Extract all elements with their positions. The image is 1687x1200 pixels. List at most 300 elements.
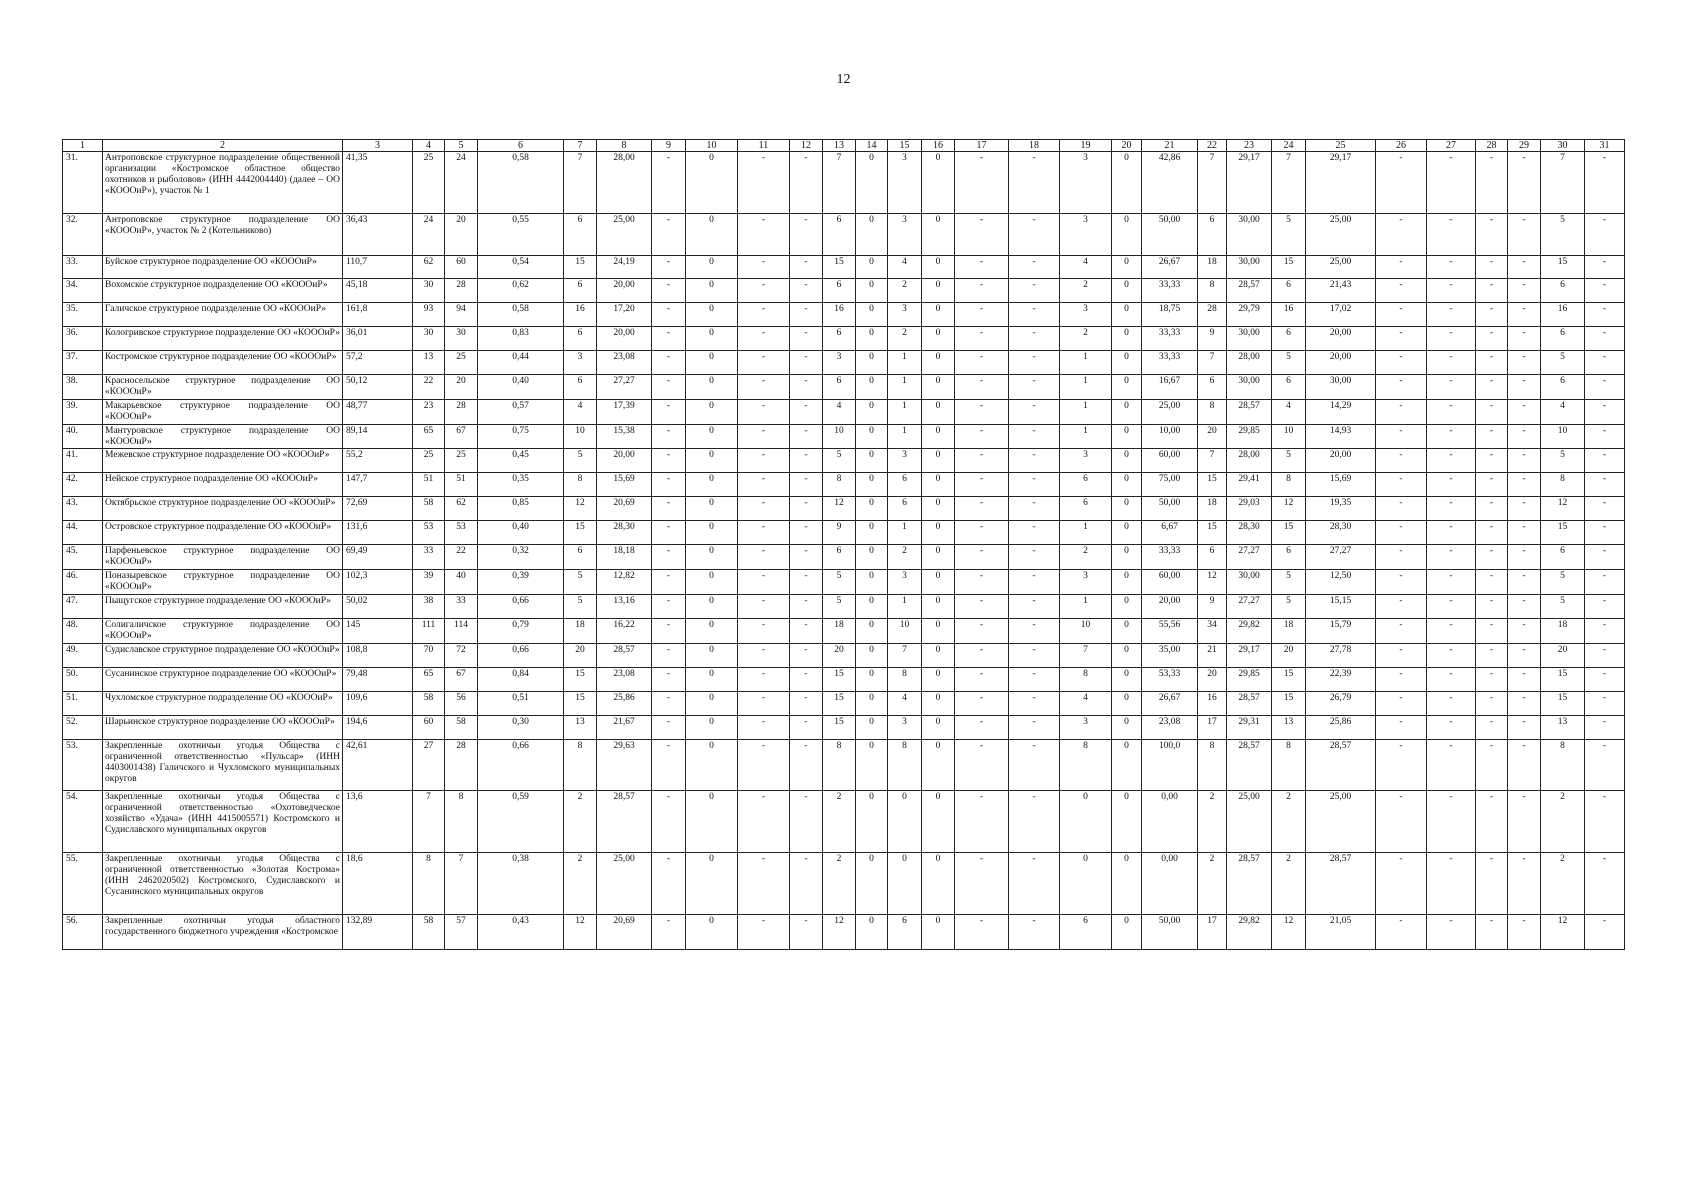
- value-cell: 0: [1112, 790, 1142, 852]
- table-row: [63, 691, 1625, 715]
- value-cell: -: [1009, 739, 1060, 790]
- value-cell: 2: [1272, 852, 1306, 914]
- value-cell: -: [1585, 790, 1625, 852]
- value-cell: 0: [856, 399, 888, 424]
- value-cell: 0: [686, 256, 738, 279]
- value-cell: 0: [1060, 790, 1112, 852]
- value-cell: 6: [1060, 497, 1112, 521]
- value-cell: 1: [888, 351, 922, 375]
- value-cell: -: [652, 667, 686, 691]
- value-cell: 0: [686, 521, 738, 545]
- value-cell: -: [1427, 424, 1476, 449]
- value-cell: -: [652, 914, 686, 949]
- column-number-cell: 25: [1306, 140, 1376, 152]
- value-cell: -: [1476, 545, 1508, 570]
- value-cell: 24,19: [597, 256, 652, 279]
- value-cell: -: [790, 399, 823, 424]
- value-cell: 0: [922, 570, 955, 595]
- value-cell: 20: [1198, 424, 1227, 449]
- value-cell: -: [955, 279, 1009, 303]
- value-cell: 0,62: [478, 279, 564, 303]
- value-cell: 28,57: [1227, 279, 1272, 303]
- value-cell: 147,7: [343, 473, 413, 497]
- value-cell: 60: [445, 256, 478, 279]
- value-cell: -: [790, 327, 823, 351]
- value-cell: 51: [445, 473, 478, 497]
- value-cell: -: [1476, 351, 1508, 375]
- value-cell: 0: [856, 351, 888, 375]
- value-cell: -: [1508, 739, 1541, 790]
- value-cell: 28,00: [1227, 351, 1272, 375]
- value-cell: 13,6: [343, 790, 413, 852]
- value-cell: 26,67: [1142, 256, 1198, 279]
- table-row: [63, 279, 1625, 303]
- page-number: 12: [836, 72, 851, 87]
- value-cell: -: [1427, 852, 1476, 914]
- value-cell: 17: [1198, 914, 1227, 949]
- value-cell: -: [738, 643, 790, 667]
- value-cell: 17,02: [1306, 303, 1376, 327]
- value-cell: -: [652, 399, 686, 424]
- table-row: [63, 521, 1625, 545]
- value-cell: 0: [922, 327, 955, 351]
- column-number-cell: 4: [413, 140, 445, 152]
- value-cell: 30,00: [1306, 375, 1376, 400]
- value-cell: 0,54: [478, 256, 564, 279]
- value-cell: 6: [1198, 214, 1227, 256]
- value-cell: -: [1476, 214, 1508, 256]
- value-cell: 12: [1198, 570, 1227, 595]
- table-row: [63, 303, 1625, 327]
- value-cell: 23,08: [597, 351, 652, 375]
- value-cell: -: [1585, 595, 1625, 619]
- value-cell: 28: [1198, 303, 1227, 327]
- value-cell: -: [1585, 449, 1625, 473]
- value-cell: 4: [888, 691, 922, 715]
- value-cell: 0: [856, 715, 888, 739]
- value-cell: -: [955, 303, 1009, 327]
- value-cell: -: [1009, 914, 1060, 949]
- row-number-cell: 47.: [63, 595, 103, 619]
- organization-name-cell: Макарьевское структурное подразделение ОО «КОООиР»: [103, 399, 343, 424]
- value-cell: -: [738, 852, 790, 914]
- value-cell: 3: [888, 214, 922, 256]
- value-cell: 42,86: [1142, 152, 1198, 214]
- value-cell: -: [1376, 595, 1427, 619]
- value-cell: -: [1376, 256, 1427, 279]
- value-cell: -: [1476, 691, 1508, 715]
- value-cell: 55,56: [1142, 619, 1198, 644]
- value-cell: -: [1508, 303, 1541, 327]
- value-cell: 0: [1112, 256, 1142, 279]
- row-number-cell: 32.: [63, 214, 103, 256]
- value-cell: 0: [856, 327, 888, 351]
- value-cell: 3: [888, 303, 922, 327]
- value-cell: 14,93: [1306, 424, 1376, 449]
- value-cell: 41,35: [343, 152, 413, 214]
- value-cell: 2: [1060, 545, 1112, 570]
- value-cell: -: [955, 256, 1009, 279]
- value-cell: 0: [686, 214, 738, 256]
- value-cell: -: [738, 152, 790, 214]
- column-number-cell: 24: [1272, 140, 1306, 152]
- value-cell: 79,48: [343, 667, 413, 691]
- column-number-cell: 6: [478, 140, 564, 152]
- row-number-cell: 54.: [63, 790, 103, 852]
- value-cell: -: [955, 399, 1009, 424]
- value-cell: -: [652, 643, 686, 667]
- value-cell: 0: [686, 595, 738, 619]
- value-cell: 0,51: [478, 691, 564, 715]
- column-number-cell: 16: [922, 140, 955, 152]
- value-cell: 2: [564, 790, 597, 852]
- value-cell: -: [1376, 715, 1427, 739]
- value-cell: 57: [445, 914, 478, 949]
- value-cell: -: [738, 595, 790, 619]
- value-cell: 0,55: [478, 214, 564, 256]
- value-cell: 0: [922, 256, 955, 279]
- value-cell: 194,6: [343, 715, 413, 739]
- value-cell: -: [1585, 852, 1625, 914]
- value-cell: -: [790, 619, 823, 644]
- value-cell: -: [738, 790, 790, 852]
- value-cell: 0,39: [478, 570, 564, 595]
- value-cell: 20,69: [597, 914, 652, 949]
- organization-name-cell: Парфеньевское структурное подразделение ОО «КОООиР»: [103, 545, 343, 570]
- organization-name-cell: Судиславское структурное подразделение ОО «КОООиР»: [103, 643, 343, 667]
- value-cell: 48,77: [343, 399, 413, 424]
- table-row: [63, 375, 1625, 400]
- value-cell: 20,00: [1306, 351, 1376, 375]
- value-cell: 12: [564, 497, 597, 521]
- value-cell: 0: [922, 279, 955, 303]
- value-cell: 0: [922, 449, 955, 473]
- value-cell: 39: [413, 570, 445, 595]
- value-cell: -: [790, 521, 823, 545]
- table-row: [63, 473, 1625, 497]
- row-number-cell: 51.: [63, 691, 103, 715]
- value-cell: -: [955, 152, 1009, 214]
- organization-name-cell: Закрепленные охотничьи угодья Общества с ограниченной ответственностью «Золотая Кострома» (ИНН 2462020502) Костромского, Судиславского и Сусанинского муниципальных округов: [103, 852, 343, 914]
- organization-name-cell: Нейское структурное подразделение ОО «КОООиР»: [103, 473, 343, 497]
- value-cell: 28,57: [1306, 852, 1376, 914]
- value-cell: -: [1476, 914, 1508, 949]
- value-cell: 40: [445, 570, 478, 595]
- row-number-cell: 52.: [63, 715, 103, 739]
- value-cell: 4: [1060, 691, 1112, 715]
- value-cell: 0: [922, 473, 955, 497]
- value-cell: 56: [445, 691, 478, 715]
- value-cell: -: [1476, 449, 1508, 473]
- value-cell: 0: [686, 279, 738, 303]
- value-cell: 12: [564, 914, 597, 949]
- column-number-cell: 18: [1009, 140, 1060, 152]
- column-number-cell: 30: [1541, 140, 1585, 152]
- value-cell: -: [955, 619, 1009, 644]
- value-cell: 15,79: [1306, 619, 1376, 644]
- value-cell: 0: [1112, 619, 1142, 644]
- value-cell: 8: [823, 739, 856, 790]
- value-cell: -: [1427, 497, 1476, 521]
- value-cell: -: [1376, 570, 1427, 595]
- value-cell: 6: [564, 327, 597, 351]
- value-cell: -: [652, 570, 686, 595]
- value-cell: 20: [1541, 643, 1585, 667]
- value-cell: 0: [1112, 914, 1142, 949]
- value-cell: -: [955, 715, 1009, 739]
- row-number-cell: 33.: [63, 256, 103, 279]
- table-row: [63, 852, 1625, 914]
- value-cell: 0: [922, 715, 955, 739]
- value-cell: 12,50: [1306, 570, 1376, 595]
- value-cell: -: [1376, 545, 1427, 570]
- value-cell: 1: [1060, 351, 1112, 375]
- value-cell: 30,00: [1227, 256, 1272, 279]
- value-cell: -: [1009, 279, 1060, 303]
- value-cell: 25,00: [1306, 256, 1376, 279]
- value-cell: -: [1476, 424, 1508, 449]
- value-cell: 5: [823, 449, 856, 473]
- value-cell: 29,41: [1227, 473, 1272, 497]
- value-cell: -: [1585, 327, 1625, 351]
- value-cell: 15,15: [1306, 595, 1376, 619]
- value-cell: 0: [686, 497, 738, 521]
- value-cell: -: [1585, 691, 1625, 715]
- value-cell: -: [1476, 497, 1508, 521]
- value-cell: 0: [888, 790, 922, 852]
- value-cell: 6: [1272, 375, 1306, 400]
- value-cell: -: [1427, 449, 1476, 473]
- value-cell: 1: [888, 424, 922, 449]
- value-cell: 50,00: [1142, 914, 1198, 949]
- value-cell: 72: [445, 643, 478, 667]
- value-cell: -: [1009, 715, 1060, 739]
- value-cell: 18: [1541, 619, 1585, 644]
- value-cell: 25: [445, 449, 478, 473]
- value-cell: -: [1508, 521, 1541, 545]
- value-cell: 15: [823, 256, 856, 279]
- value-cell: 27,78: [1306, 643, 1376, 667]
- value-cell: 0: [856, 521, 888, 545]
- value-cell: 69,49: [343, 545, 413, 570]
- value-cell: 0: [856, 449, 888, 473]
- value-cell: -: [1427, 691, 1476, 715]
- value-cell: 16: [823, 303, 856, 327]
- value-cell: 75,00: [1142, 473, 1198, 497]
- value-cell: 0: [1112, 279, 1142, 303]
- value-cell: 0: [1112, 715, 1142, 739]
- value-cell: 28,57: [1227, 399, 1272, 424]
- value-cell: -: [652, 739, 686, 790]
- value-cell: 62: [413, 256, 445, 279]
- value-cell: 145: [343, 619, 413, 644]
- value-cell: -: [1427, 521, 1476, 545]
- value-cell: 20,69: [597, 497, 652, 521]
- value-cell: 53: [413, 521, 445, 545]
- value-cell: 27,27: [1227, 595, 1272, 619]
- table-row: [63, 399, 1625, 424]
- value-cell: -: [1009, 424, 1060, 449]
- value-cell: 3: [1060, 152, 1112, 214]
- value-cell: 15: [564, 667, 597, 691]
- value-cell: 0: [686, 570, 738, 595]
- value-cell: 60: [413, 715, 445, 739]
- value-cell: 28,30: [597, 521, 652, 545]
- value-cell: 7: [1198, 449, 1227, 473]
- value-cell: -: [1427, 619, 1476, 644]
- value-cell: -: [1585, 375, 1625, 400]
- value-cell: -: [1427, 473, 1476, 497]
- value-cell: -: [1427, 715, 1476, 739]
- value-cell: -: [1476, 739, 1508, 790]
- value-cell: 0,58: [478, 303, 564, 327]
- value-cell: 27,27: [1227, 545, 1272, 570]
- value-cell: 0: [1112, 375, 1142, 400]
- table-row: [63, 256, 1625, 279]
- value-cell: 20,00: [597, 327, 652, 351]
- value-cell: -: [1476, 399, 1508, 424]
- value-cell: 2: [1541, 790, 1585, 852]
- value-cell: -: [1376, 449, 1427, 473]
- value-cell: -: [955, 327, 1009, 351]
- value-cell: -: [652, 152, 686, 214]
- value-cell: 0: [1112, 152, 1142, 214]
- value-cell: -: [955, 424, 1009, 449]
- value-cell: 5: [1272, 595, 1306, 619]
- table-header-row: [63, 140, 1625, 152]
- value-cell: 0: [922, 667, 955, 691]
- value-cell: 6: [564, 375, 597, 400]
- value-cell: 28,57: [597, 643, 652, 667]
- value-cell: -: [1476, 667, 1508, 691]
- value-cell: -: [1476, 303, 1508, 327]
- value-cell: 18: [1272, 619, 1306, 644]
- value-cell: 58: [445, 715, 478, 739]
- value-cell: 30: [445, 327, 478, 351]
- value-cell: 0: [856, 914, 888, 949]
- value-cell: 15: [1272, 521, 1306, 545]
- value-cell: 36,01: [343, 327, 413, 351]
- value-cell: 50,02: [343, 595, 413, 619]
- value-cell: 28: [445, 399, 478, 424]
- value-cell: 2: [1541, 852, 1585, 914]
- value-cell: 1: [1060, 595, 1112, 619]
- value-cell: -: [1009, 691, 1060, 715]
- value-cell: 0: [1112, 473, 1142, 497]
- value-cell: 15: [1541, 691, 1585, 715]
- column-number-cell: 31: [1585, 140, 1625, 152]
- column-number-cell: 20: [1112, 140, 1142, 152]
- value-cell: 21,43: [1306, 279, 1376, 303]
- value-cell: -: [790, 790, 823, 852]
- value-cell: 102,3: [343, 570, 413, 595]
- table-row: [63, 497, 1625, 521]
- value-cell: -: [1376, 303, 1427, 327]
- value-cell: -: [738, 449, 790, 473]
- value-cell: -: [1376, 914, 1427, 949]
- value-cell: 6: [888, 497, 922, 521]
- value-cell: -: [1476, 256, 1508, 279]
- value-cell: 33,33: [1142, 351, 1198, 375]
- value-cell: 30,00: [1227, 375, 1272, 400]
- value-cell: 30,00: [1227, 214, 1272, 256]
- value-cell: -: [1476, 375, 1508, 400]
- value-cell: 60,00: [1142, 570, 1198, 595]
- value-cell: 17,39: [597, 399, 652, 424]
- value-cell: -: [1585, 473, 1625, 497]
- value-cell: 0: [686, 399, 738, 424]
- value-cell: -: [738, 473, 790, 497]
- value-cell: -: [1508, 375, 1541, 400]
- value-cell: -: [790, 852, 823, 914]
- column-number-cell: 23: [1227, 140, 1272, 152]
- value-cell: 16,67: [1142, 375, 1198, 400]
- value-cell: -: [790, 303, 823, 327]
- value-cell: 2: [888, 545, 922, 570]
- value-cell: -: [1508, 715, 1541, 739]
- value-cell: 7: [445, 852, 478, 914]
- value-cell: 16,22: [597, 619, 652, 644]
- value-cell: 15: [1541, 521, 1585, 545]
- value-cell: -: [790, 256, 823, 279]
- value-cell: 65: [413, 424, 445, 449]
- value-cell: -: [1427, 375, 1476, 400]
- value-cell: 25: [445, 351, 478, 375]
- value-cell: 10: [564, 424, 597, 449]
- value-cell: 0,79: [478, 619, 564, 644]
- value-cell: 26,79: [1306, 691, 1376, 715]
- organization-name-cell: Островское структурное подразделение ОО «КОООиР»: [103, 521, 343, 545]
- value-cell: -: [1585, 643, 1625, 667]
- value-cell: -: [738, 497, 790, 521]
- value-cell: -: [1585, 545, 1625, 570]
- value-cell: 0: [686, 790, 738, 852]
- value-cell: -: [1376, 790, 1427, 852]
- value-cell: -: [790, 545, 823, 570]
- value-cell: -: [738, 351, 790, 375]
- value-cell: 28: [445, 739, 478, 790]
- value-cell: 60,00: [1142, 449, 1198, 473]
- value-cell: 36,43: [343, 214, 413, 256]
- value-cell: 18: [1198, 497, 1227, 521]
- row-number-cell: 35.: [63, 303, 103, 327]
- value-cell: 16: [564, 303, 597, 327]
- value-cell: 3: [1060, 715, 1112, 739]
- value-cell: 13: [413, 351, 445, 375]
- value-cell: -: [738, 214, 790, 256]
- value-cell: 2: [823, 790, 856, 852]
- value-cell: -: [1376, 691, 1427, 715]
- value-cell: 2: [1272, 790, 1306, 852]
- value-cell: 29,31: [1227, 715, 1272, 739]
- value-cell: -: [790, 473, 823, 497]
- value-cell: -: [738, 399, 790, 424]
- value-cell: 15: [823, 667, 856, 691]
- value-cell: 0: [1112, 449, 1142, 473]
- value-cell: -: [1009, 256, 1060, 279]
- row-number-cell: 31.: [63, 152, 103, 214]
- value-cell: -: [1427, 570, 1476, 595]
- table-row: [63, 715, 1625, 739]
- value-cell: 7: [1198, 351, 1227, 375]
- value-cell: -: [1508, 595, 1541, 619]
- value-cell: 28,30: [1227, 521, 1272, 545]
- value-cell: 111: [413, 619, 445, 644]
- value-cell: -: [652, 715, 686, 739]
- value-cell: -: [1376, 667, 1427, 691]
- value-cell: -: [652, 375, 686, 400]
- value-cell: 25,86: [597, 691, 652, 715]
